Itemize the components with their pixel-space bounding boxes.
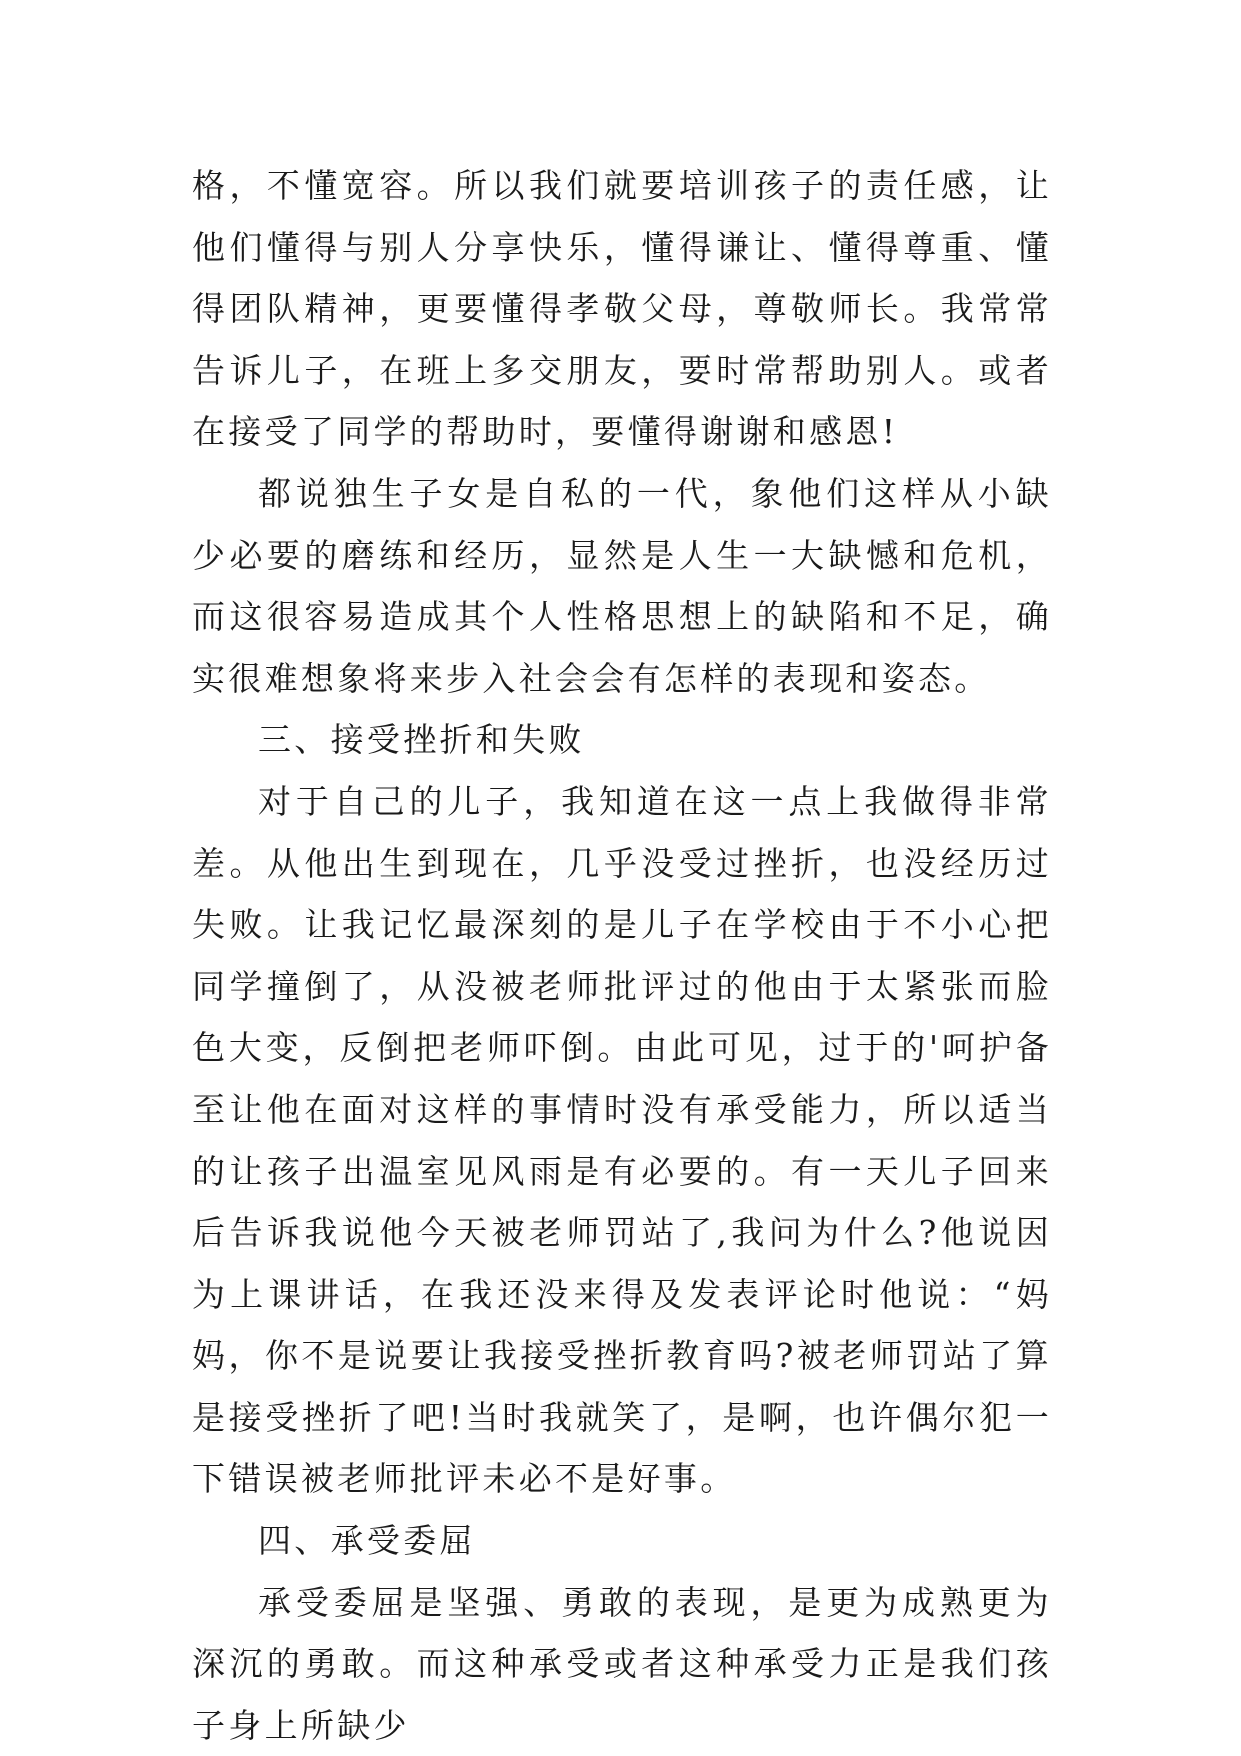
paragraph-responsibility: 格，不懂宽容。所以我们就要培训孩子的责任感，让他们懂得与别人分享快乐，懂得谦让、懂得尊重、懂得团队精神，更要懂得孝敬父母，尊敬师长。我常常告诉儿子，在班上多交朋友，要时常帮助别人。或者在接受了同学的帮助时，要懂得谢谢和感恩! (192, 166, 1052, 452)
paragraph-grievance: 承受委屈是坚强、勇敢的表现，是更为成熟更为深沉的勇敢。而这种承受或者这种承受力正是我们孩子身上所缺少 (192, 1582, 1052, 1745)
section-heading-3: 三、接受挫折和失败 (258, 720, 585, 760)
paragraph-setbacks: 对于自己的儿子，我知道在这一点上我做得非常差。从他出生到现在，几乎没受过挫折，也没经历过失败。让我记忆最深刻的是儿子在学校由于不小心把同学撞倒了，从没被老师批评过的他由于太紧张而脸色大变，反倒把老师吓倒。由此可见，过于的'呵护备至让他在面对这样的事情时没有承受能力，所以适当的让孩子出温室见风雨是有必要的。有一天儿子回来后告诉我说他今天被老师罚站了,我问为什么?他说因为上课讲话，在我还没来得及发表评论时他说：“妈妈，你不是说要让我接受挫折教育吗?被老师罚站了算是接受挫折了吧!当时我就笑了，是啊，也许偶尔犯一下错误被老师批评未必不是好事。 (192, 781, 1052, 1499)
document-body (192, 155, 1052, 1756)
paragraph-only-child: 都说独生子女是自私的一代，象他们这样从小缺少必要的磨练和经历，显然是人生一大缺憾和危机，而这很容易造成其个人性格思想上的缺陷和不足，确实很难想象将来步入社会会有怎样的表现和姿态。 (192, 473, 1052, 698)
section-heading-4: 四、承受委屈 (258, 1521, 476, 1561)
